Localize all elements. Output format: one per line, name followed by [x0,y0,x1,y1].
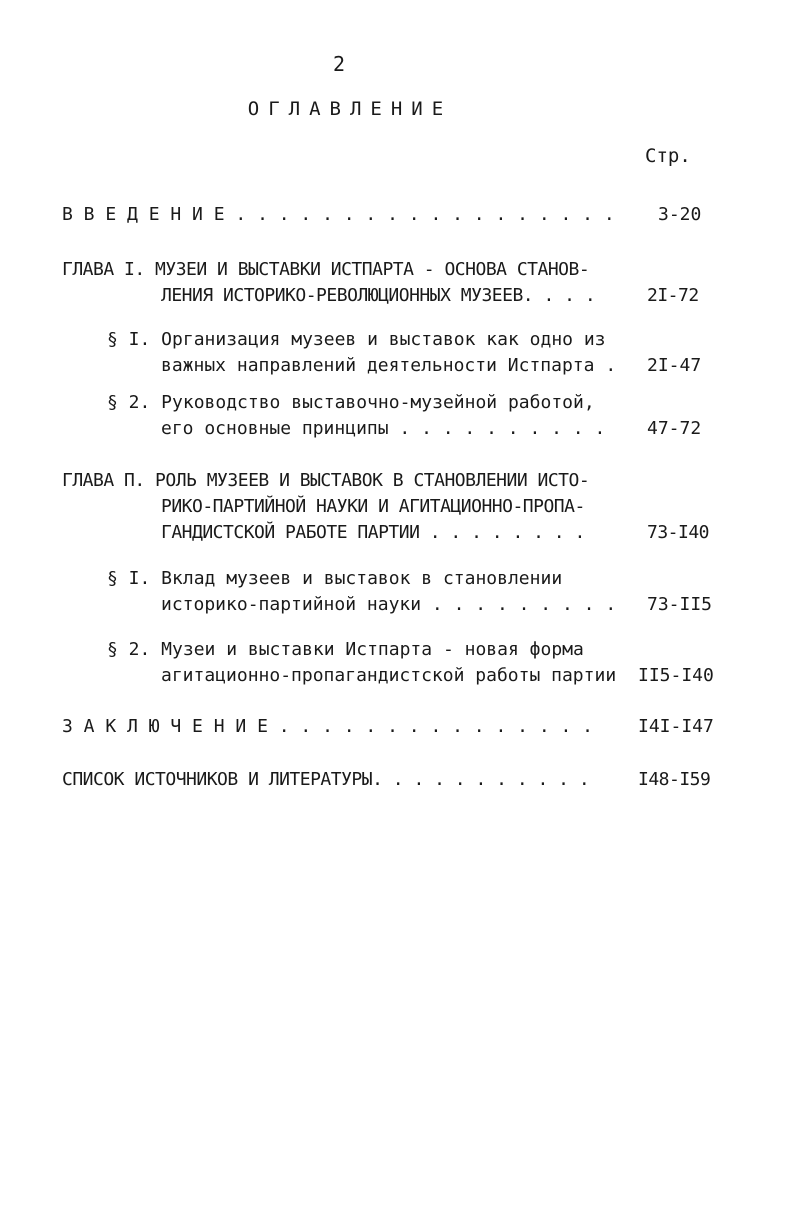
toc-entry-pages: 73-I40 [647,522,710,543]
toc-entry-pages: 2I-72 [647,285,699,306]
toc-entry-pages: II5-I40 [638,665,714,686]
toc-entry-pages: 47-72 [647,418,702,439]
toc-entry-text: ЛЕНИЯ ИСТОРИКО-РЕВОЛЮЦИОННЫХ МУЗЕЕВ. . . . [161,285,596,306]
toc-entry-text: РИКО-ПАРТИЙНОЙ НАУКИ И АГИТАЦИОННО-ПРОПА- [161,496,585,517]
toc-entry-pages: 73-II5 [647,594,713,615]
toc-entry-text: СПИСОК ИСТОЧНИКОВ И ЛИТЕРАТУРЫ. . . . . . . . . . . [62,769,590,790]
toc-entry-pages: I4I-I47 [638,716,714,737]
toc-entry-text: ГЛАВА П. РОЛЬ МУЗЕЕВ И ВЫСТАВОК В СТАНОВЛЕНИИ ИСТО- [62,470,590,491]
toc-entry-pages: 2I-47 [647,355,702,376]
toc-entry-text: агитационно-пропагандистской работы партии [161,665,617,686]
toc-entry-text: его основные принципы . . . . . . . . . . [161,418,606,439]
pages-column-header: Стр. [645,145,691,167]
toc-entry-text: В В Е Д Е Н И Е . . . . . . . . . . . . . . . . . . [62,204,615,225]
toc-entry-text: § 2. Музеи и выставки Истпарта - новая форма [107,639,584,660]
toc-entry-text: § I. Организация музеев и выставок как одно из [107,329,606,350]
toc-entry-text: З А К Л Ю Ч Е Н И Е . . . . . . . . . . . . . . . [62,716,594,737]
toc-entry-text: § I. Вклад музеев и выставок в становлении [107,568,563,589]
toc-entry-text: историко-партийной науки . . . . . . . . . [161,594,617,615]
toc-entry-text: ГАНДИСТСКОЙ РАБОТЕ ПАРТИИ . . . . . . . . [161,522,585,543]
toc-entry-pages: I48-I59 [638,769,711,790]
toc-entry-text: § 2. Руководство выставочно-музейной работой, [107,392,595,413]
toc-entry-text: ГЛАВА I. МУЗЕИ И ВЫСТАВКИ ИСТПАРТА - ОСНОВА СТАНОВ- [62,259,590,280]
toc-entry-text: важных направлений деятельности Истпарта . [161,355,617,376]
document-title: ОГЛАВЛЕНИЕ [247,98,453,120]
page-number: 2 [332,52,346,76]
toc-entry-pages: 3-20 [658,204,702,225]
